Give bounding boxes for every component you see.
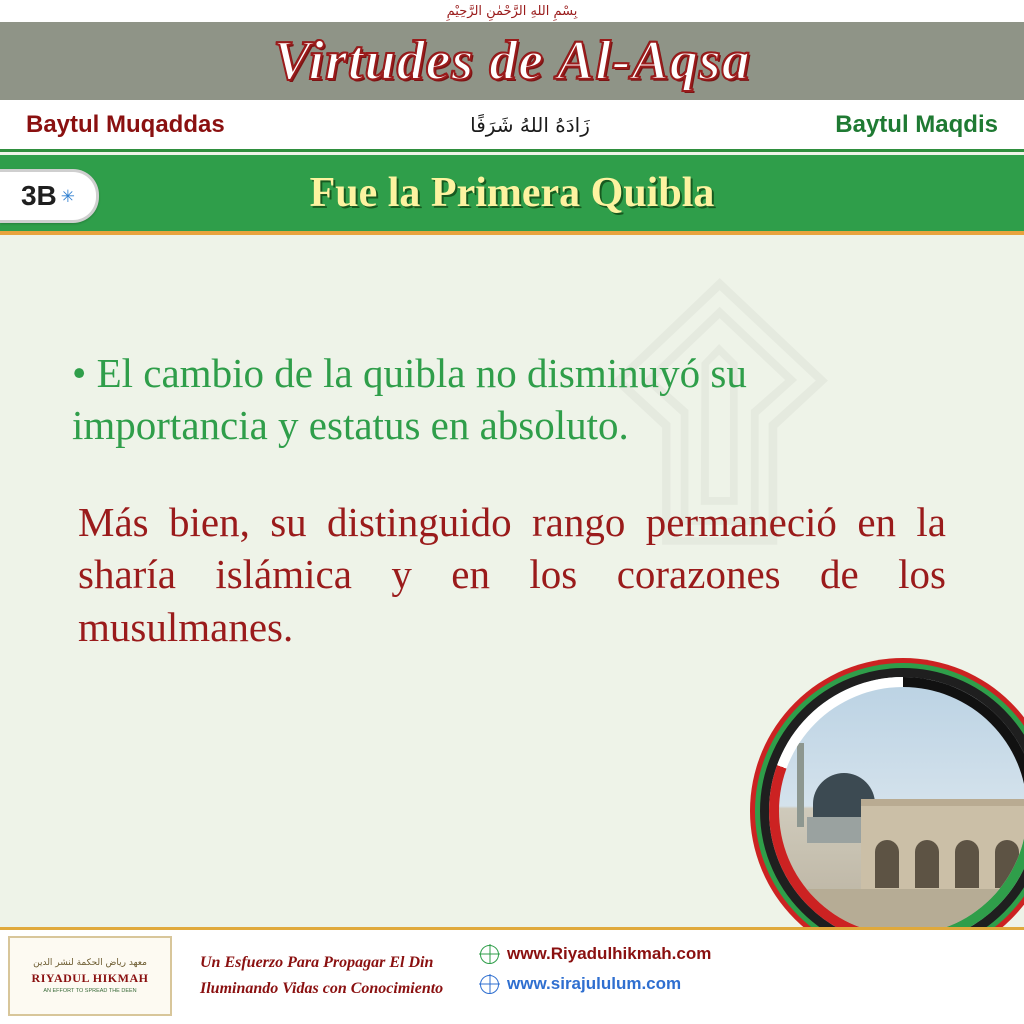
section-heading-title: Fue la Primera Quibla [309, 170, 715, 216]
slogan-line-1: Un Esfuerzo Para Propagar El Din [200, 954, 434, 971]
paragraph-red: Más bien, su distinguido rango permaneció en la sharía islámica y en los corazones de los musulmanes. [78, 498, 946, 650]
ground-shape [779, 889, 1024, 930]
logo-arabic-text: معهد رياض الحكمة لنشر الدين [33, 958, 147, 968]
star-icon: ✳ [60, 186, 76, 206]
mosque-facade-shape [861, 799, 1024, 902]
minaret-shape [797, 743, 804, 827]
title-band [0, 22, 1024, 100]
names-bar [0, 100, 1024, 152]
name-right: Baytul Maqdis [835, 110, 998, 138]
page-title: Virtudes de Al-Aqsa [273, 30, 751, 92]
aqsa-photo-image [779, 687, 1024, 930]
footer-slogans [200, 954, 443, 998]
arch-shape [875, 840, 899, 888]
logo-name-text: RIYADUL HIKMAH [31, 971, 149, 985]
arch-shape [915, 840, 939, 888]
riyadul-hikmah-logo [8, 936, 172, 1016]
aqsa-photo [760, 668, 1024, 930]
website-link-1-label[interactable]: www.Riyadulhikmah.com [507, 944, 712, 963]
globe-icon [480, 975, 499, 994]
website-link-1[interactable] [480, 944, 711, 964]
paragraph-green: • El cambio de la quibla no disminuyó su importancia y estatus en absoluto. [72, 350, 747, 449]
bismillah-strip [0, 0, 1024, 22]
slogan-line-2: Iluminando Vidas con Conocimiento [200, 980, 444, 997]
name-left: Baytul Muqaddas [26, 110, 225, 138]
logo-subtitle-text: AN EFFORT TO SPREAD THE DEEN [43, 988, 137, 994]
globe-icon [480, 945, 499, 964]
section-badge-label: 3B [20, 180, 57, 211]
arch-shape [995, 840, 1019, 888]
website-link-2[interactable] [480, 974, 711, 994]
name-center-arabic: زَادَهُ اللهُ شَرَفًا [470, 112, 590, 137]
arch-shape [955, 840, 979, 888]
bismillah-text: بِسْمِ اللهِ الرَّحْمٰنِ الرَّحِيْمِ [446, 3, 578, 19]
section-badge [0, 169, 99, 223]
website-link-2-label[interactable]: www.sirajululum.com [507, 974, 682, 993]
section-heading-bar [0, 155, 1024, 235]
footer-links [480, 944, 711, 994]
footer [0, 927, 1024, 1024]
body-area [0, 235, 1024, 930]
